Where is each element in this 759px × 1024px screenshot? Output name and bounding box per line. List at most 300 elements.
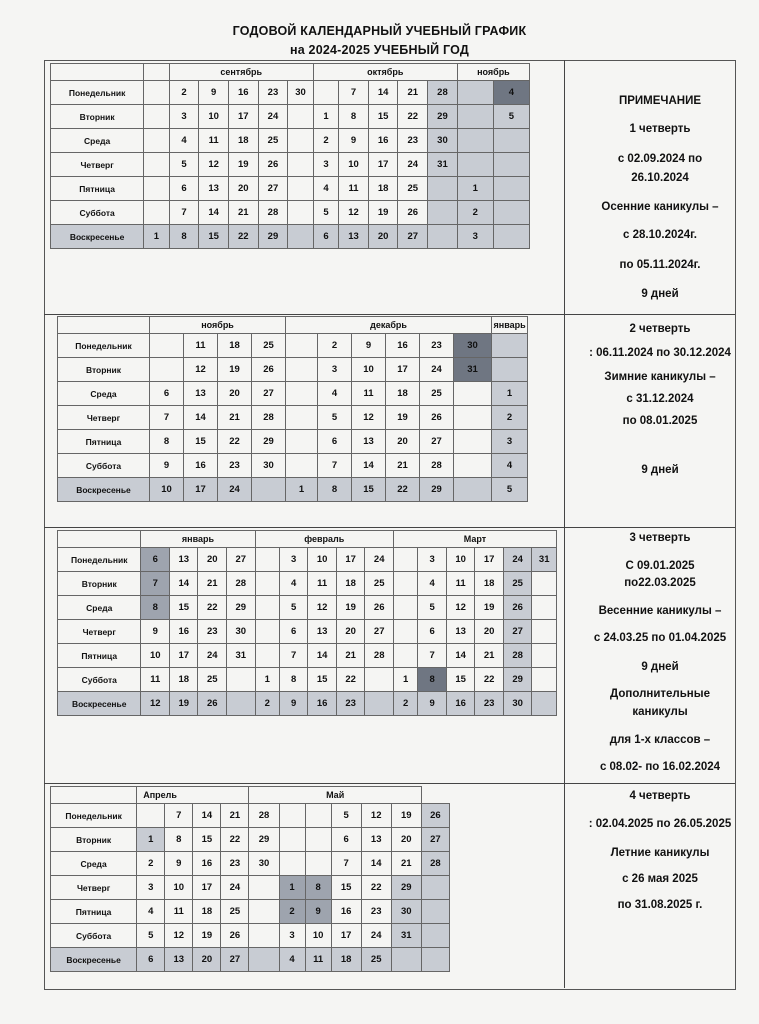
date-cell: 12 [184,358,218,382]
note-line: Весенние каникулы – [598,605,722,617]
date-cell: 1 [144,225,169,249]
table-row [51,876,450,900]
date-cell: 12 [141,692,170,716]
date-cell [279,804,305,828]
table-row [58,454,528,478]
date-cell: 7 [418,644,447,668]
date-cell [249,948,279,972]
date-cell: 16 [446,692,475,716]
date-cell: 5 [418,596,447,620]
date-cell: 15 [193,828,221,852]
date-cell: 15 [352,478,386,502]
date-cell: 18 [475,572,504,596]
date-cell [457,153,493,177]
page-subtitle: на 2024-2025 УЧЕБНЫЙ ГОД [289,43,469,57]
date-cell: 9 [279,692,308,716]
table-row [51,129,530,153]
date-cell: 10 [308,548,337,572]
date-cell: 25 [503,572,532,596]
month-january: январь [492,317,528,334]
date-cell: 6 [137,948,165,972]
date-cell: 27 [398,225,428,249]
date-cell [286,358,318,382]
note-line: Летние каникулы [610,847,710,859]
date-cell [144,153,169,177]
date-cell [279,828,305,852]
date-cell: 27 [420,430,454,454]
date-cell: 16 [308,692,337,716]
month-november: ноябрь [457,64,529,81]
date-cell [288,177,313,201]
date-cell: 8 [169,225,199,249]
date-cell: 11 [184,334,218,358]
table-row [51,201,530,225]
date-cell: 26 [258,153,288,177]
date-cell: 9 [141,620,170,644]
date-cell: 23 [475,692,504,716]
date-cell: 27 [503,620,532,644]
weekday-label: Четверг [58,620,141,644]
date-cell: 1 [457,177,493,201]
month-may: Май [249,787,421,804]
section-divider-3 [44,783,735,784]
date-cell [454,382,492,406]
date-cell: 12 [339,201,369,225]
calendar-nov-jan [57,316,528,502]
note-line: по 08.01.2025 [622,415,698,427]
date-cell: 7 [150,406,184,430]
table-row [58,596,557,620]
date-cell: 4 [492,454,528,478]
date-cell: 23 [361,900,391,924]
weekday-label: Воскресенье [58,478,150,502]
date-cell [492,358,528,382]
date-cell: 2 [318,334,352,358]
date-cell [286,334,318,358]
weekday-label: Понедельник [51,804,137,828]
date-cell: 19 [336,596,365,620]
date-cell [288,201,313,225]
date-cell: 30 [391,900,421,924]
date-cell [150,334,184,358]
date-cell [252,478,286,502]
note-line: с 08.02- по 16.02.2024 [599,761,721,773]
date-cell: 19 [391,804,421,828]
date-cell: 13 [361,828,391,852]
weekday-label: Суббота [51,201,144,225]
date-cell: 12 [352,406,386,430]
date-cell: 28 [258,201,288,225]
date-cell: 20 [193,948,221,972]
date-cell [305,828,331,852]
date-cell [286,454,318,478]
date-cell: 14 [446,644,475,668]
date-cell [532,596,557,620]
date-cell: 18 [368,177,398,201]
date-cell [493,153,529,177]
date-cell: 30 [252,454,286,478]
date-cell: 8 [305,876,331,900]
date-cell: 12 [308,596,337,620]
date-cell [305,852,331,876]
date-cell [144,129,169,153]
date-cell: 14 [184,406,218,430]
date-cell: 18 [336,572,365,596]
date-cell: 9 [199,81,229,105]
date-cell: 4 [313,177,338,201]
date-cell: 7 [331,852,361,876]
date-cell: 17 [336,548,365,572]
date-cell: 6 [418,620,447,644]
date-cell [255,620,279,644]
date-cell [288,153,313,177]
date-cell: 20 [218,382,252,406]
date-cell: 27 [365,620,394,644]
date-cell: 26 [420,406,454,430]
date-cell: 10 [150,478,184,502]
weekday-label: Воскресенье [58,692,141,716]
date-cell: 7 [279,644,308,668]
date-cell: 28 [421,852,449,876]
date-cell: 26 [503,596,532,620]
date-cell: 7 [169,201,199,225]
date-cell: 18 [193,900,221,924]
date-cell: 19 [228,153,258,177]
month-april: Апрель [137,787,249,804]
date-cell: 10 [165,876,193,900]
date-cell: 1 [137,828,165,852]
date-cell: 17 [475,548,504,572]
date-cell: 23 [398,129,428,153]
date-cell [144,201,169,225]
table-row [51,948,450,972]
table-row [58,382,528,406]
date-cell: 2 [137,852,165,876]
date-cell: 31 [454,358,492,382]
date-cell: 6 [169,177,199,201]
date-cell: 30 [288,81,313,105]
date-cell: 3 [169,105,199,129]
date-cell: 22 [218,430,252,454]
date-cell: 15 [368,105,398,129]
date-cell: 26 [252,358,286,382]
date-cell: 22 [221,828,249,852]
date-cell: 24 [365,548,394,572]
month-november: ноябрь [150,317,286,334]
date-cell [255,572,279,596]
note-line: 9 дней [641,288,679,300]
date-cell: 24 [198,644,227,668]
date-cell [393,596,417,620]
date-cell: 22 [198,596,227,620]
date-cell: 7 [318,454,352,478]
date-cell: 31 [532,548,557,572]
date-cell: 27 [252,382,286,406]
date-cell: 25 [420,382,454,406]
date-cell: 8 [150,430,184,454]
date-cell: 13 [339,225,369,249]
date-cell: 10 [446,548,475,572]
table-row [51,924,450,948]
date-cell [288,225,313,249]
date-cell: 16 [368,129,398,153]
date-cell: 9 [352,334,386,358]
date-cell: 8 [165,828,193,852]
date-cell: 27 [421,828,449,852]
date-cell: 11 [446,572,475,596]
date-cell: 28 [503,644,532,668]
date-cell: 6 [141,548,170,572]
table-row [51,81,530,105]
date-cell: 17 [228,105,258,129]
date-cell: 21 [221,804,249,828]
date-cell: 22 [228,225,258,249]
date-cell: 6 [318,430,352,454]
date-cell: 29 [503,668,532,692]
date-cell: 13 [169,548,198,572]
date-cell: 23 [198,620,227,644]
date-cell: 16 [228,81,258,105]
weekday-label: Пятница [58,644,141,668]
date-cell [391,948,421,972]
table-row [51,852,450,876]
date-cell: 17 [386,358,420,382]
date-cell: 1 [286,478,318,502]
date-cell [532,572,557,596]
month-january: январь [141,531,255,548]
date-cell [532,668,557,692]
date-cell [144,105,169,129]
month-march: Март [393,531,556,548]
date-cell: 15 [331,876,361,900]
date-cell [454,478,492,502]
date-cell: 26 [398,201,428,225]
note-line: 9 дней [641,661,679,673]
date-cell [421,924,449,948]
date-cell: 27 [226,548,255,572]
date-cell: 16 [331,900,361,924]
note-line: : 06.11.2024 по 30.12.2024 [589,347,731,359]
date-cell: 24 [503,548,532,572]
date-cell: 13 [446,620,475,644]
table-row [58,572,557,596]
date-cell [286,406,318,430]
month-october: октябрь [313,64,457,81]
date-cell: 26 [365,596,394,620]
table-row [51,177,530,201]
date-cell [393,620,417,644]
date-cell [421,876,449,900]
date-cell: 27 [221,948,249,972]
date-cell: 3 [279,924,305,948]
note-line: Дополнительные [610,688,710,700]
table-row [51,900,450,924]
table-row [51,828,450,852]
date-cell: 14 [169,572,198,596]
month-september: сентябрь [169,64,313,81]
weekday-label: Четверг [51,153,144,177]
date-cell [457,129,493,153]
date-cell: 7 [141,572,170,596]
table-row [58,644,557,668]
date-cell: 8 [418,668,447,692]
date-cell: 9 [305,900,331,924]
date-cell: 5 [137,924,165,948]
date-cell: 13 [308,620,337,644]
date-cell: 30 [454,334,492,358]
date-cell [255,596,279,620]
weekday-label: Воскресенье [51,225,144,249]
date-cell: 19 [475,596,504,620]
date-cell: 11 [305,948,331,972]
date-cell: 20 [228,177,258,201]
table-row [58,668,557,692]
date-cell: 1 [255,668,279,692]
table-row [58,358,528,382]
date-cell [421,948,449,972]
date-cell [150,358,184,382]
date-cell [393,572,417,596]
date-cell [365,668,394,692]
note-line: с 26 мая 2025 [622,873,698,885]
date-cell: 20 [336,620,365,644]
note-line: с 31.12.2024 [626,393,694,405]
date-cell: 24 [218,478,252,502]
note-line: с 24.03.25 по 01.04.2025 [593,632,727,644]
date-cell: 8 [141,596,170,620]
calendar-sep-nov [50,63,530,249]
weekday-label: Суббота [58,454,150,478]
weekday-label: Понедельник [51,81,144,105]
date-cell: 17 [184,478,218,502]
date-cell: 20 [386,430,420,454]
date-cell: 6 [279,620,308,644]
date-cell: 29 [258,225,288,249]
date-cell: 14 [199,201,229,225]
table-row [51,105,530,129]
note-line: 26.10.2024 [631,172,689,184]
date-cell: 2 [492,406,528,430]
table-row [58,620,557,644]
note-line: 1 четверть [629,123,691,135]
date-cell: 3 [318,358,352,382]
date-cell: 9 [339,129,369,153]
date-cell: 29 [249,828,279,852]
date-cell: 23 [336,692,365,716]
date-cell [365,692,394,716]
weekday-label: Суббота [58,668,141,692]
weekday-label: Воскресенье [51,948,137,972]
date-cell: 2 [457,201,493,225]
date-cell: 9 [418,692,447,716]
date-cell: 5 [331,804,361,828]
date-cell: 29 [226,596,255,620]
date-cell: 20 [391,828,421,852]
date-cell [226,668,255,692]
note-line: Осенние каникулы – [601,201,719,213]
date-cell [144,177,169,201]
date-cell: 21 [218,406,252,430]
date-cell: 1 [492,382,528,406]
date-cell: 21 [475,644,504,668]
weekday-label: Суббота [51,924,137,948]
date-cell: 14 [193,804,221,828]
date-cell: 20 [475,620,504,644]
weekday-label: Среда [51,852,137,876]
section-divider-2 [44,527,735,528]
date-cell: 1 [313,105,338,129]
date-cell [393,644,417,668]
date-cell: 14 [308,644,337,668]
date-cell: 22 [398,105,428,129]
weekday-label: Вторник [51,828,137,852]
date-cell: 3 [279,548,308,572]
date-cell: 22 [361,876,391,900]
weekday-label: Понедельник [58,334,150,358]
date-cell: 24 [258,105,288,129]
date-cell: 4 [493,81,529,105]
date-cell [454,454,492,478]
date-cell: 18 [331,948,361,972]
date-cell: 2 [393,692,417,716]
date-cell: 31 [226,644,255,668]
date-cell [313,81,338,105]
date-cell: 8 [339,105,369,129]
date-cell: 24 [221,876,249,900]
date-cell: 10 [352,358,386,382]
weekday-label: Среда [51,129,144,153]
date-cell: 17 [368,153,398,177]
date-cell [532,692,557,716]
note-line: для 1-х классов – [609,734,711,746]
date-cell: 6 [331,828,361,852]
date-cell: 23 [258,81,288,105]
date-cell: 19 [368,201,398,225]
date-cell: 26 [198,692,227,716]
table-row [51,225,530,249]
table-row [58,334,528,358]
date-cell: 18 [169,668,198,692]
date-cell: 20 [368,225,398,249]
date-cell: 29 [391,876,421,900]
table-row [58,406,528,430]
note-line: с 28.10.2024г. [623,229,697,241]
date-cell: 5 [313,201,338,225]
date-cell: 3 [313,153,338,177]
date-cell: 30 [226,620,255,644]
date-cell [493,225,529,249]
date-cell: 10 [305,924,331,948]
date-cell [428,201,458,225]
calendar-apr-may [50,786,450,972]
date-cell: 28 [428,81,458,105]
month-december: декабрь [286,317,492,334]
date-cell: 30 [503,692,532,716]
date-cell [305,804,331,828]
date-cell: 28 [249,804,279,828]
date-cell [137,804,165,828]
date-cell: 14 [368,81,398,105]
note-line: по22.03.2025 [624,577,696,589]
date-cell: 18 [228,129,258,153]
date-cell [279,852,305,876]
date-cell [288,129,313,153]
note-line: : 02.04.2025 по 26.05.2025 [588,818,732,830]
date-cell [288,105,313,129]
date-cell: 20 [198,548,227,572]
date-cell: 22 [336,668,365,692]
date-cell: 16 [169,620,198,644]
